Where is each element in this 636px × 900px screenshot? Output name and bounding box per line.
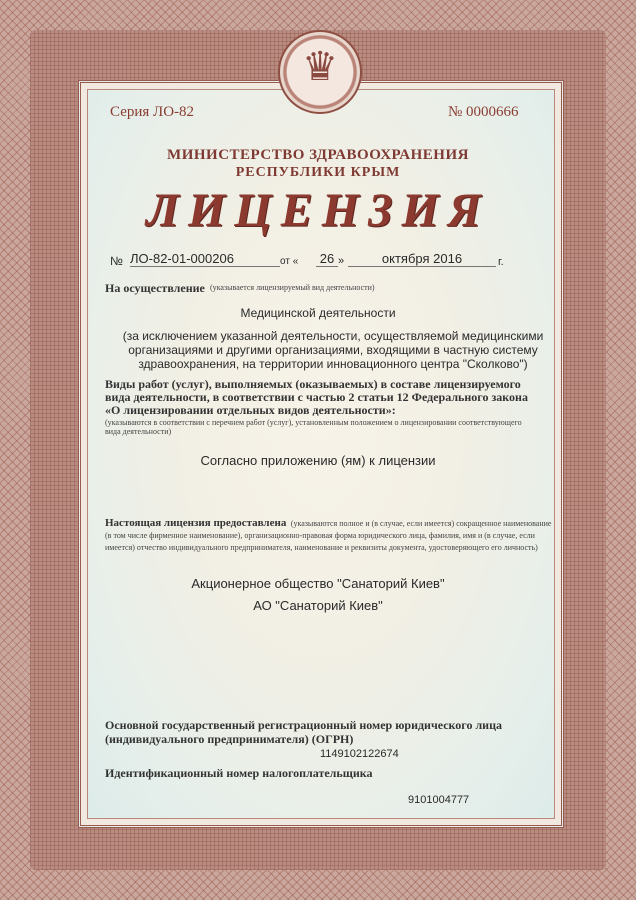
granted-block bbox=[105, 517, 555, 553]
activity-type: Медицинской деятельности bbox=[240, 306, 396, 320]
inn-label: Идентификационный номер налогоплательщика bbox=[105, 766, 373, 780]
works-label: Виды работ (услуг), выполняемых (оказываемых) в составе лицензируемого вида деятельности, в соответствии с частью 2 статьи 12 Федерального закона «О лицензировании отдельных видов деятельности»: bbox=[105, 377, 528, 417]
organization-full-name: Акционерное общество "Санаторий Киев" bbox=[191, 576, 445, 591]
date-month-year: октября 2016 bbox=[348, 251, 496, 267]
works-value: Согласно приложению (ям) к лицензии bbox=[200, 453, 436, 468]
ministry-name-line2: РЕСПУБЛИКИ КРЫМ bbox=[235, 165, 401, 180]
organization-short-name: АО "Санаторий Киев" bbox=[253, 598, 383, 613]
license-form-number: № 0000666 bbox=[448, 104, 519, 120]
granted-label: Настоящая лицензия предоставлена bbox=[105, 517, 287, 529]
date-day: 26 bbox=[316, 251, 338, 267]
date-from-label: от « bbox=[280, 256, 299, 267]
activity-exception: (за исключением указанной деятельности, осуществляемой медицинскими организациями и другими организациями, входящими в частную систему здравоохранения, на территории инновационного центра "Сколково") bbox=[122, 329, 544, 371]
inn-value: 9101004777 bbox=[408, 794, 470, 806]
granted-note: (указываются полное и (в случае, если имеется) сокращенное наименование (в том числе фирменное наименование), организационно-правовая форма юридического лица, фамилия, имя и (в случае, если имеется) отчество индивидуального предпринимателя, наименование и реквизиты документа, удостоверяющего его личность) bbox=[105, 519, 552, 552]
document-title: ЛИЦЕНЗИЯ bbox=[146, 184, 490, 237]
date-year-suffix: г. bbox=[498, 256, 504, 268]
date-quote-close: » bbox=[338, 255, 345, 267]
registration-number: ЛО-82-01-000206 bbox=[130, 251, 280, 267]
series-label: Серия ЛО-82 bbox=[110, 104, 195, 120]
ogrn-value: 1149102122674 bbox=[320, 748, 399, 760]
registration-no-label: № bbox=[110, 254, 123, 268]
works-note: (указываются в соответствии с перечнем работ (услуг), установленным положением о лицензировании соответствующего вида деятельности) bbox=[105, 418, 522, 436]
implementation-label: На осуществление bbox=[105, 281, 205, 295]
eagle-icon: ♛ bbox=[302, 44, 338, 90]
coat-of-arms-icon bbox=[278, 30, 362, 114]
ministry-name-line1: МИНИСТЕРСТВО ЗДРАВООХРАНЕНИЯ bbox=[167, 147, 469, 163]
implementation-note: (указывается лицензируемый вид деятельности) bbox=[210, 283, 375, 292]
ogrn-label: Основной государственный регистрационный номер юридического лица (индивидуального предпринимателя) (ОГРН) bbox=[105, 718, 503, 746]
